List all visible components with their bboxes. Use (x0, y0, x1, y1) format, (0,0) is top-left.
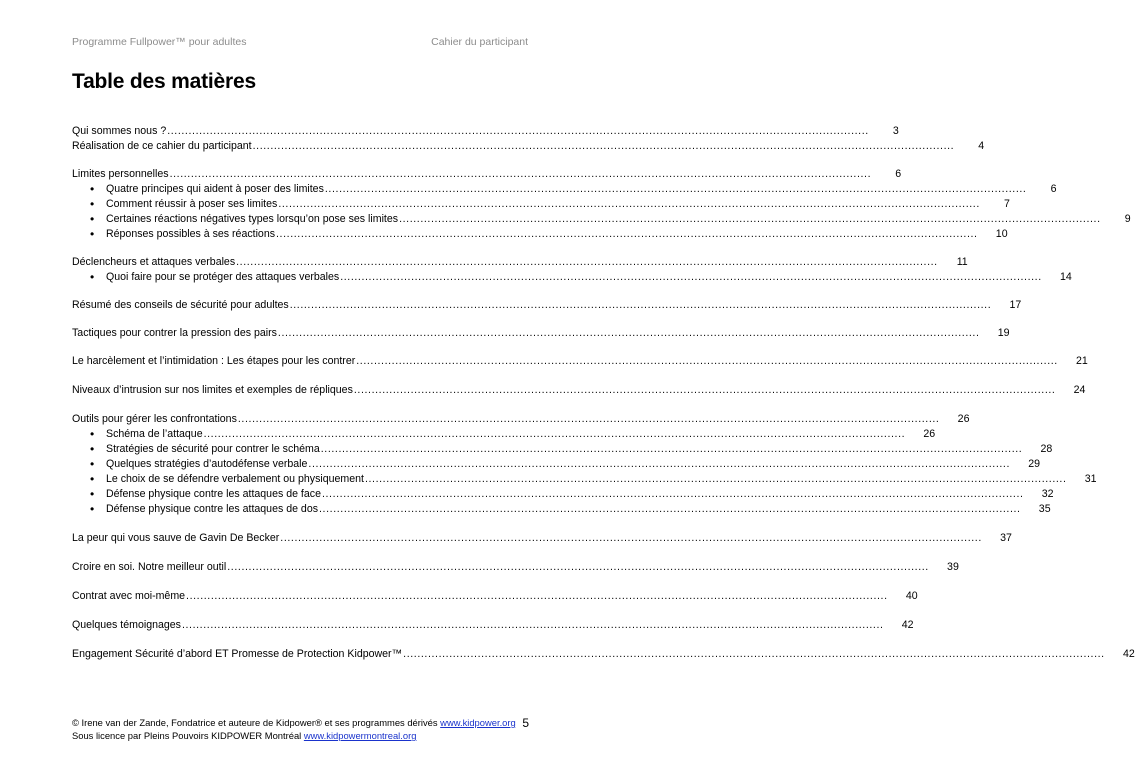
toc-subentry[interactable] (90, 426, 936, 442)
toc-subentry[interactable] (90, 211, 1131, 227)
toc-entry[interactable] (72, 382, 1086, 398)
toc-page-number: 42 (1122, 648, 1135, 660)
toc-entry-label: Le choix de se défendre verbalement ou physiquement (106, 473, 364, 485)
toc-entry-label: Réponses possibles à ses réactions (106, 228, 276, 240)
dot-leader (321, 441, 1023, 457)
header-document-type: Cahier du participant (431, 36, 528, 48)
toc-page-number: 7 (1004, 198, 1010, 210)
dot-leader (238, 411, 940, 427)
toc-page-number: 11 (956, 256, 968, 268)
header-program-title: Programme Fullpower™ pour adultes (72, 36, 247, 48)
toc-subentry[interactable] (90, 181, 1057, 197)
toc-subentry[interactable] (90, 441, 1053, 457)
dot-leader (290, 297, 992, 313)
toc-entry-label: Défense physique contre les attaques de dos (106, 503, 319, 515)
toc-subentry[interactable] (90, 486, 1054, 502)
toc-entry-label: Engagement Sécurité d’abord ET Promesse de Protection Kidpower™ (72, 648, 403, 660)
dot-leader (280, 530, 982, 546)
toc-subentry[interactable] (90, 471, 1097, 487)
dot-leader (204, 426, 906, 442)
toc-entry-label: Quatre principes qui aident à poser des limites (106, 183, 324, 195)
bullet-icon: • (90, 487, 95, 501)
bullet-icon: • (90, 270, 95, 284)
dot-leader (340, 269, 1042, 285)
toc-entry-label: Quoi faire pour se protéger des attaques verbales (106, 271, 340, 283)
toc-page-number: 6 (895, 168, 902, 180)
bullet-icon: • (90, 182, 95, 196)
toc-subentry[interactable] (90, 226, 1008, 242)
toc-page-number: 21 (1076, 355, 1088, 367)
bullet-icon: • (90, 472, 95, 486)
toc-entry-label: Qui sommes nous ? (72, 125, 167, 137)
dot-leader (227, 559, 929, 575)
toc-entry-label: Déclencheurs et attaques verbales (72, 256, 236, 268)
dot-leader (278, 196, 980, 212)
toc-page-number: 37 (1000, 532, 1012, 544)
toc-entry-label: Certaines réactions négatives types lorsqu’on pose ses limites (106, 213, 399, 225)
dot-leader (170, 166, 872, 182)
toc-page-number: 40 (905, 590, 918, 602)
dot-leader (276, 226, 978, 242)
toc-entry[interactable] (72, 123, 899, 139)
dot-leader (278, 325, 980, 341)
dot-leader (325, 181, 1027, 197)
footer-copyright-line (72, 717, 516, 728)
toc-subentry[interactable] (90, 501, 1051, 517)
toc-entry-label: Comment réussir à poser ses limites (106, 198, 278, 210)
page-title: Table des matières (72, 70, 256, 93)
bullet-icon: • (90, 212, 95, 226)
bullet-icon: • (90, 457, 95, 471)
dot-leader (356, 353, 1058, 369)
dot-leader (186, 588, 888, 604)
toc-page-number: 3 (892, 125, 899, 137)
toc-entry[interactable] (72, 297, 1022, 313)
kidpower-link[interactable]: www.kidpower.org (440, 717, 516, 728)
toc-page-number: 31 (1084, 473, 1097, 485)
toc-entry[interactable] (72, 617, 914, 633)
toc-entry-label: Défense physique contre les attaques de face (106, 488, 321, 500)
bullet-icon: • (90, 502, 95, 516)
toc-entry[interactable] (72, 646, 1135, 662)
toc-subentry[interactable] (90, 456, 1040, 472)
toc-page-number: 32 (1041, 488, 1054, 500)
toc-page-number: 39 (947, 561, 959, 573)
toc-subentry[interactable] (90, 196, 1010, 212)
toc-entry[interactable] (72, 254, 968, 270)
dot-leader (253, 138, 955, 154)
dot-leader (354, 382, 1056, 398)
toc-page-number: 24 (1073, 384, 1086, 396)
toc-entry-label: Contrat avec moi-même (72, 590, 186, 602)
dot-leader (308, 456, 1010, 472)
dot-leader (399, 211, 1101, 227)
toc-entry-label: La peur qui vous sauve de Gavin De Becker (72, 532, 280, 544)
toc-page-number: 17 (1009, 299, 1022, 311)
footer-license-text: Sous licence par Pleins Pouvoirs KIDPOWER Montréal (72, 730, 304, 741)
toc-entry-label: Quelques stratégies d’autodéfense verbale (106, 458, 308, 470)
toc-entry[interactable] (72, 166, 902, 182)
toc-entry-label: Réalisation de ce cahier du participant (72, 140, 252, 152)
footer-copyright-text: © Irene van der Zande, Fondatrice et auteure de Kidpower® et ses programmes dérivés (72, 717, 441, 728)
dot-leader (319, 501, 1021, 517)
toc-entry[interactable] (72, 411, 970, 427)
toc-page-number: 35 (1038, 503, 1051, 515)
toc-page-number: 26 (923, 428, 936, 440)
toc-entry[interactable] (72, 588, 918, 604)
toc-page-number: 42 (901, 619, 914, 631)
page-number: 5 (522, 716, 529, 730)
toc-entry-label: Tactiques pour contrer la pression des pairs (72, 327, 277, 339)
toc-entry[interactable] (72, 353, 1088, 369)
toc-page-number: 19 (997, 327, 1010, 339)
dot-leader (236, 254, 938, 270)
toc-entry-label: Niveaux d’intrusion sur nos limites et exemples de répliques (72, 384, 353, 396)
toc-entry-label: Le harcèlement et l’intimidation : Les étapes pour les contrer (72, 355, 356, 367)
toc-subentry[interactable] (90, 269, 1072, 285)
toc-page-number: 14 (1059, 271, 1072, 283)
bullet-icon: • (90, 427, 95, 441)
kidpower-montreal-link[interactable]: www.kidpowermontreal.org (303, 730, 417, 741)
toc-page-number: 29 (1028, 458, 1040, 470)
toc-entry-label: Stratégies de sécurité pour contrer le schéma (106, 443, 320, 455)
toc-entry-label: Outils pour gérer les confrontations (72, 413, 237, 425)
dot-leader (365, 471, 1067, 487)
footer-license-line (72, 730, 416, 741)
toc-entry[interactable] (72, 325, 1010, 341)
toc-entry-label: Schéma de l’attaque (106, 428, 203, 440)
toc-page-number: 10 (995, 228, 1008, 240)
dot-leader (167, 123, 869, 139)
toc-page-number: 4 (978, 140, 985, 152)
toc-entry[interactable] (72, 530, 1012, 546)
toc-entry-label: Croire en soi. Notre meilleur outil (72, 561, 227, 573)
dot-leader (322, 486, 1024, 502)
toc-entry[interactable] (72, 138, 985, 154)
bullet-icon: • (90, 197, 95, 211)
toc-entry[interactable] (72, 559, 959, 575)
bullet-icon: • (90, 227, 95, 241)
toc-page-number: 9 (1124, 213, 1131, 225)
toc-entry-label: Résumé des conseils de sécurité pour adultes (72, 299, 289, 311)
toc-page-number: 6 (1050, 183, 1057, 195)
toc-entry-label: Quelques témoignages (72, 619, 181, 631)
dot-leader (182, 617, 884, 633)
dot-leader (403, 646, 1105, 662)
toc-page-number: 28 (1040, 443, 1053, 455)
toc-page-number: 26 (957, 413, 970, 425)
toc-entry-label: Limites personnelles (72, 168, 169, 180)
bullet-icon: • (90, 442, 95, 456)
